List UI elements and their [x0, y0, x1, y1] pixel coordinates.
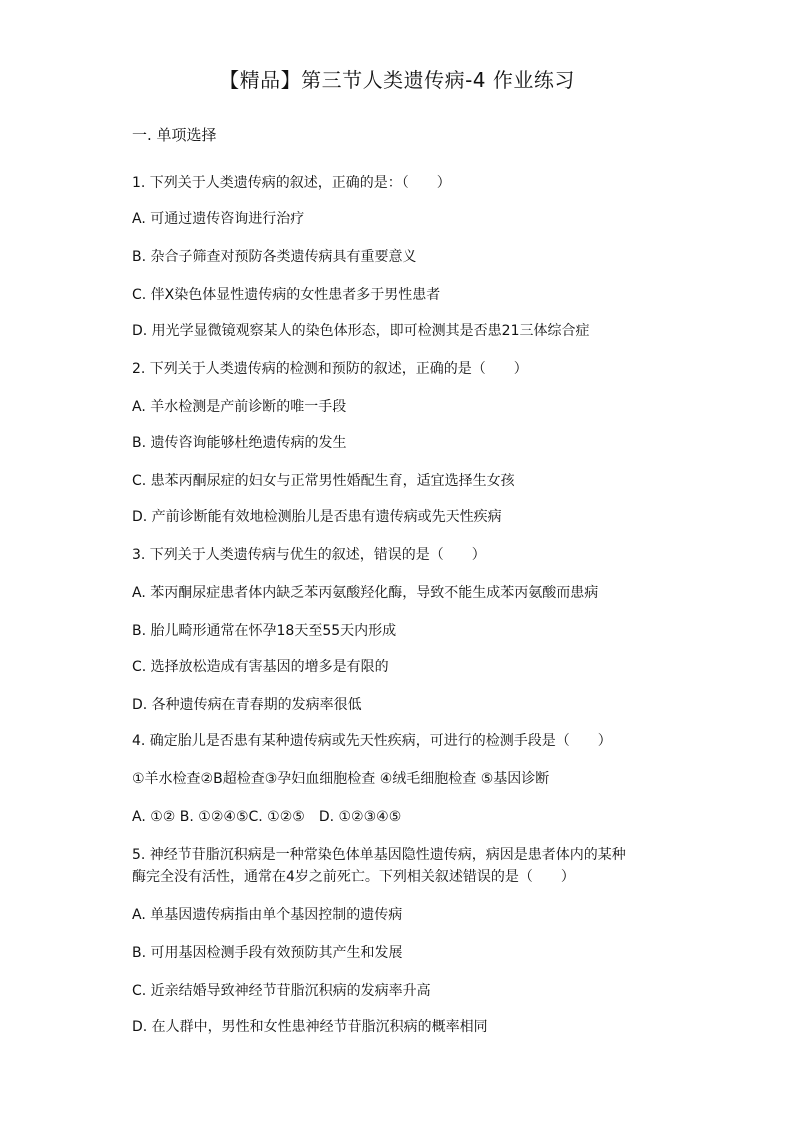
- question-3-option-c: C. 选择放松造成有害基因的增多是有限的: [132, 659, 389, 675]
- question-3-option-d: D. 各种遗传病在青春期的发病率很低: [132, 697, 362, 713]
- question-2-option-a: A. 羊水检测是产前诊断的唯一手段: [132, 399, 347, 415]
- question-1-option-a: A. 可通过遗传咨询进行治疗: [132, 211, 305, 227]
- question-4-stem: 4. 确定胎儿是否患有某种遗传病或先天性疾病，可进行的检测手段是（ ）: [132, 733, 612, 749]
- question-3-option-b: B. 胎儿畸形通常在怀孕18天至55天内形成: [132, 623, 397, 639]
- question-2-option-c: C. 患苯丙酮尿症的妇女与正常男性婚配生育，适宜选择生女孩: [132, 473, 515, 489]
- question-1-option-b: B. 杂合子筛查对预防各类遗传病具有重要意义: [132, 249, 417, 265]
- question-1-option-c: C. 伴X染色体显性遗传病的女性患者多于男性患者: [132, 287, 441, 303]
- document-title: 【精品】第三节人类遗传病-4 作业练习: [219, 68, 575, 92]
- question-5-stem-line-2: 酶完全没有活性，通常在4岁之前死亡。下列相关叙述错误的是（ ）: [132, 869, 575, 885]
- question-5-option-b: B. 可用基因检测手段有效预防其产生和发展: [132, 945, 403, 961]
- question-5-stem-line-1: 5. 神经节苷脂沉积病是一种常染色体单基因隐性遗传病，病因是患者体内的某种: [132, 847, 626, 863]
- question-5-option-c: C. 近亲结婚导致神经节苷脂沉积病的发病率升高: [132, 983, 431, 999]
- question-5-option-a: A. 单基因遗传病指由单个基因控制的遗传病: [132, 907, 403, 923]
- question-2-option-d: D. 产前诊断能有效地检测胎儿是否患有遗传病或先天性疾病: [132, 509, 502, 525]
- question-3-option-a: A. 苯丙酮尿症患者体内缺乏苯丙氨酸羟化酶，导致不能生成苯丙氨酸而患病: [132, 585, 599, 601]
- question-3-stem: 3. 下列关于人类遗传病与优生的叙述，错误的是（ ）: [132, 547, 486, 563]
- question-2-option-b: B. 遗传咨询能够杜绝遗传病的发生: [132, 435, 347, 451]
- question-4-options: A. ①② B. ①②④⑤C. ①②⑤ D. ①②③④⑤: [132, 809, 402, 825]
- question-1-stem: 1. 下列关于人类遗传病的叙述，正确的是：（ ）: [132, 175, 451, 191]
- section-heading: 一. 单项选择: [132, 126, 217, 144]
- question-2-stem: 2. 下列关于人类遗传病的检测和预防的叙述，正确的是（ ）: [132, 361, 528, 377]
- question-1-option-d: D. 用光学显微镜观察某人的染色体形态，即可检测其是否患21三体综合症: [132, 323, 590, 339]
- question-4-choices-list: ①羊水检查②B超检查③孕妇血细胞检查 ④绒毛细胞检查 ⑤基因诊断: [132, 771, 550, 787]
- question-5-option-d: D. 在人群中，男性和女性患神经节苷脂沉积病的概率相同: [132, 1019, 488, 1035]
